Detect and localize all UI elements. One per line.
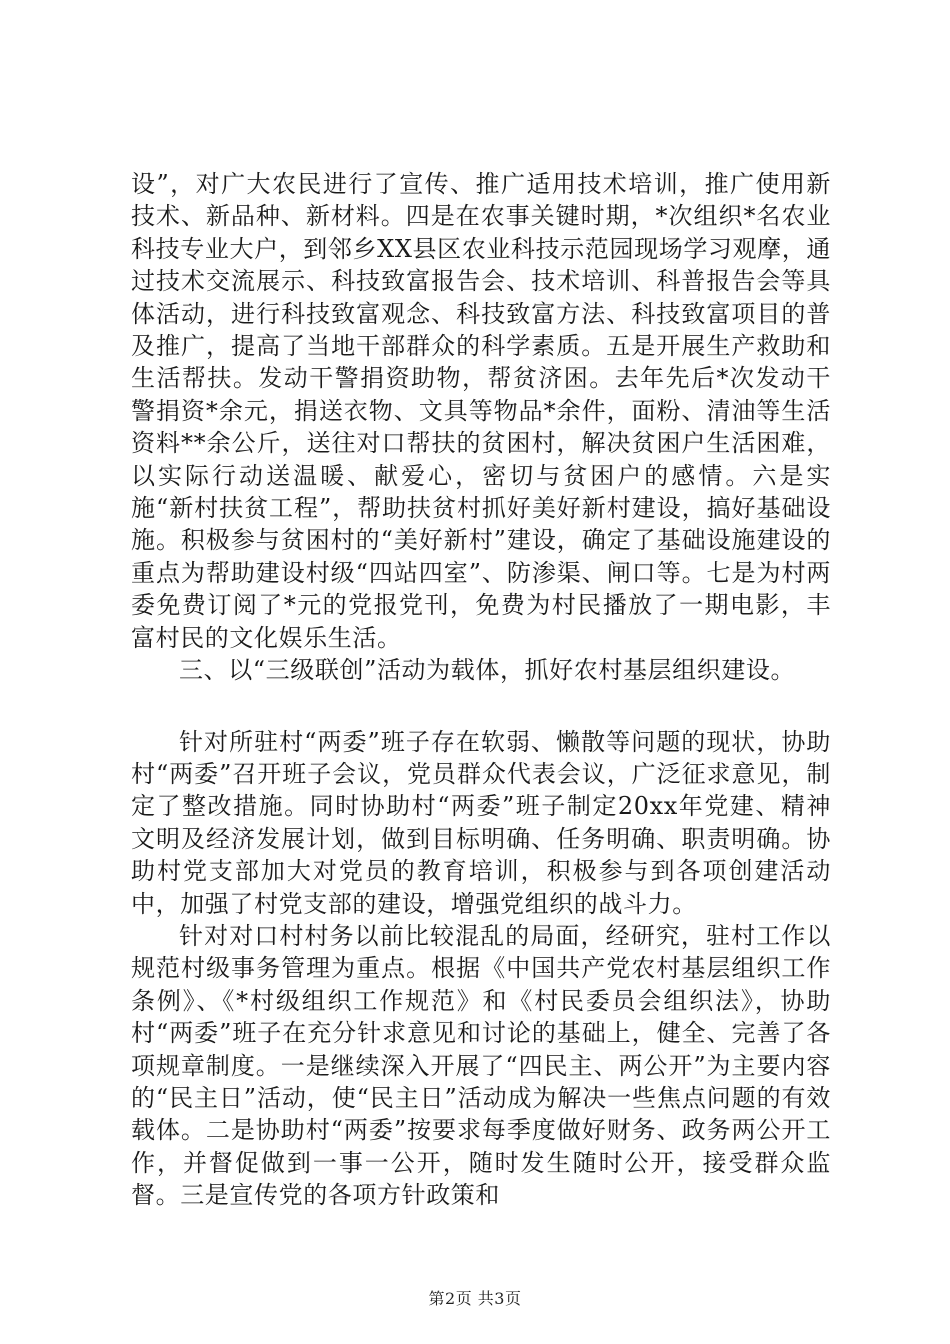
paragraph-village-affairs: 针对对口村村务以前比较混乱的局面，经研究，驻村工作以规范村级事务管理为重点。根据《中国共产党农村基层组织工作条例》、《*村级组织工作规范》和《村民委员会组织法》，协助村“两委”班子在充分针求意见和讨论的基础上，健全、完善了各项规章制度。一是继续深入开展了“四民主、两公开”为主要内容的“民主日”活动，使“民主日”活动成为解决一些焦点问题的有效载体。二是协助村“两委”按要求每季度做好财务、政务两公开工作，并督促做到一事一公开，随时发生随时公开，接受群众监督。三是宣传党的各项方针政策和 [131,921,831,1210]
section-heading: 三、以“三级联创”活动为载体，抓好农村基层组织建设。 [179,656,796,685]
document-body [131,168,831,1212]
page-number-footer: 第2页 共3页 [428,1289,522,1308]
paragraph-committee-improvement: 针对所驻村“两委”班子存在软弱、懒散等问题的现状，协助村“两委”召开班子会议，党员群众代表会议，广泛征求意见，制定了整改措施。同时协助村“两委”班子制定20xx年党建、精神文明及经济发展计划，做到目标明确、任务明确、职责明确。协助村党支部加大对党员的教育培训，积极参与到各项创建活动中，加强了村党支部的建设，增强党组织的战斗力。 [131,727,831,918]
paragraph-continuation: 设”，对广大农民进行了宣传、推广适用技术培训，推广使用新技术、新品种、新材料。四是在农事关键时期，*次组织*名农业科技专业大户，到邻乡XX县区农业科技示范园现场学习观摩，通过技术交流展示、科技致富报告会、技术培训、科普报告会等具体活动，进行科技致富观念、科技致富方法、科技致富项目的普及推广，提高了当地干部群众的科学素质。五是开展生产救助和生活帮扶。发动干警捐资助物，帮贫济困。去年先后*次发动干警捐资*余元，捐送衣物、文具等物品*余件，面粉、清油等生活资料**余公斤，送往对口帮扶的贫困村，解决贫困户生活困难，以实际行动送温暖、献爱心，密切与贫困户的感情。六是实施“新村扶贫工程”，帮助扶贫村抓好美好新村建设，搞好基础设施。积极参与贫困村的“美好新村”建设，确定了基础设施建设的重点为帮助建设村级“四站四室”、防渗渠、闸口等。七是为村两委免费订阅了*元的党报党刊，免费为村民播放了一期电影，丰富村民的文化娱乐生活。 [131,170,831,652]
